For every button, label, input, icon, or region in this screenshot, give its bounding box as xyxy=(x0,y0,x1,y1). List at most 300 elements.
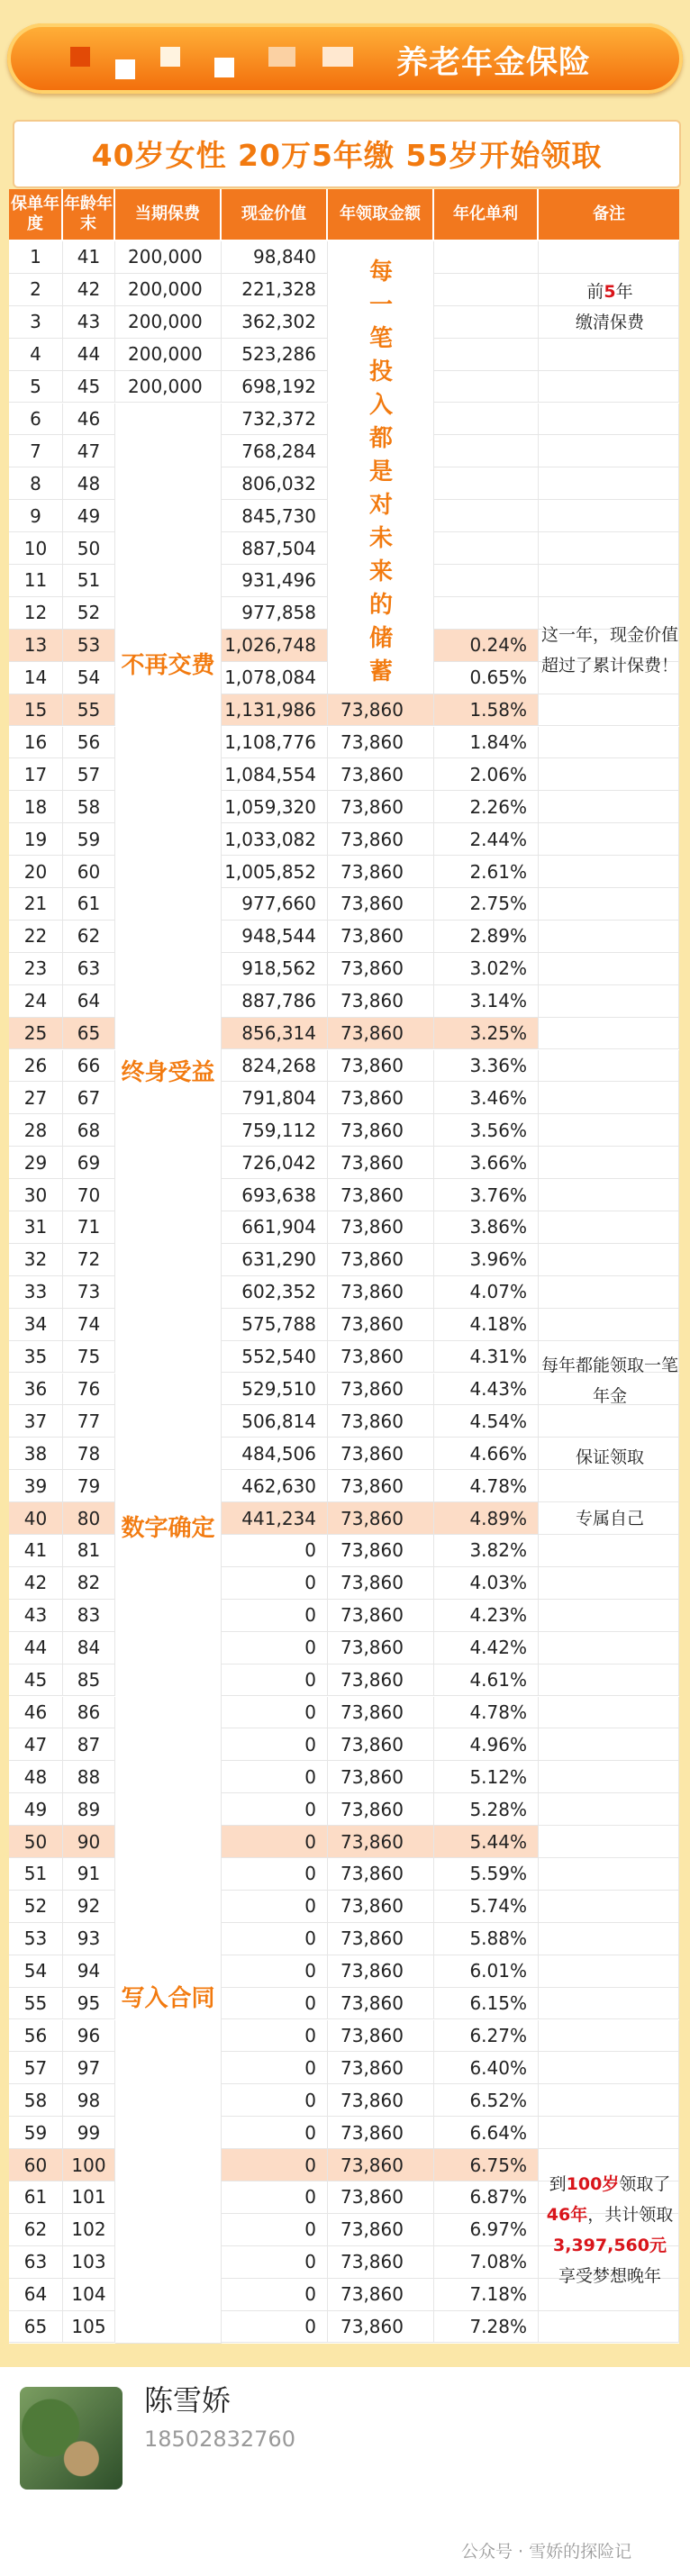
cell-rate: 3.96% xyxy=(434,1244,539,1276)
cell-cash-value: 631,290 xyxy=(222,1244,328,1276)
cell-age: 67 xyxy=(63,1082,115,1114)
cell-rate: 3.46% xyxy=(434,1082,539,1114)
note-year-13: 这一年，现金价值超过了累计保费！ xyxy=(540,625,678,676)
cell-annuity: 73,860 xyxy=(328,1664,434,1697)
cell-rate xyxy=(434,500,539,532)
cell-year: 65 xyxy=(9,2311,63,2344)
cell-year: 59 xyxy=(9,2117,63,2149)
table-row xyxy=(9,1114,679,1147)
cell-annuity: 73,860 xyxy=(328,1761,434,1793)
cell-remark xyxy=(539,1697,679,1729)
cell-rate: 6.97% xyxy=(434,2214,539,2246)
cell-year: 14 xyxy=(9,662,63,694)
cell-rate: 6.87% xyxy=(434,2181,539,2214)
cell-remark xyxy=(539,565,679,597)
cell-age: 77 xyxy=(63,1405,115,1438)
premium-merged-cell xyxy=(115,404,222,2344)
cell-year: 36 xyxy=(9,1374,63,1406)
cell-rate: 4.31% xyxy=(434,1341,539,1374)
cell-year: 28 xyxy=(9,1114,63,1147)
cell-year: 20 xyxy=(9,856,63,888)
cell-age: 91 xyxy=(63,1858,115,1891)
cell-rate: 4.61% xyxy=(434,1664,539,1697)
cell-remark xyxy=(539,2084,679,2117)
cell-remark xyxy=(539,1728,679,1761)
cell-cash-value: 0 xyxy=(222,2020,328,2053)
table-row xyxy=(9,1988,679,2020)
cell-rate: 4.42% xyxy=(434,1632,539,1664)
cell-year: 35 xyxy=(9,1341,63,1374)
cell-year: 43 xyxy=(9,1600,63,1632)
cell-annuity: 73,860 xyxy=(328,1728,434,1761)
cell-rate xyxy=(434,597,539,630)
cell-rate: 4.07% xyxy=(434,1276,539,1309)
cell-cash-value: 0 xyxy=(222,1664,328,1697)
cell-cash-value: 0 xyxy=(222,1955,328,1988)
cell-year: 15 xyxy=(9,694,63,727)
cell-age: 66 xyxy=(63,1050,115,1083)
cell-annuity: 73,860 xyxy=(328,1955,434,1988)
cell-cash-value: 824,268 xyxy=(222,1050,328,1083)
cell-year: 26 xyxy=(9,1050,63,1083)
cell-rate: 6.64% xyxy=(434,2117,539,2149)
cell-cash-value: 732,372 xyxy=(222,404,328,436)
cell-annuity: 73,860 xyxy=(328,1891,434,1923)
cell-year: 34 xyxy=(9,1309,63,1341)
cell-annuity: 73,860 xyxy=(328,1341,434,1374)
cell-year: 32 xyxy=(9,1244,63,1276)
cell-rate xyxy=(434,274,539,306)
cell-age: 95 xyxy=(63,1988,115,2020)
cell-age: 85 xyxy=(63,1664,115,1697)
cell-remark xyxy=(539,1955,679,1988)
cell-remark xyxy=(539,1535,679,1567)
table-row xyxy=(9,1632,679,1664)
cell-annuity: 73,860 xyxy=(328,1276,434,1309)
cell-annuity: 73,860 xyxy=(328,1535,434,1567)
cell-year: 31 xyxy=(9,1211,63,1244)
cell-age: 64 xyxy=(63,985,115,1018)
cell-remark xyxy=(539,823,679,856)
cell-cash-value: 1,131,986 xyxy=(222,694,328,727)
cell-cash-value: 806,032 xyxy=(222,467,328,500)
cell-remark xyxy=(539,371,679,404)
cell-age: 100 xyxy=(63,2149,115,2181)
cell-rate: 3.36% xyxy=(434,1050,539,1083)
cell-cash-value: 0 xyxy=(222,2246,328,2279)
cell-age: 63 xyxy=(63,953,115,985)
cell-cash-value: 791,804 xyxy=(222,1082,328,1114)
cell-rate: 4.66% xyxy=(434,1438,539,1470)
cell-age: 104 xyxy=(63,2279,115,2311)
cell-age: 61 xyxy=(63,888,115,921)
subtitle: 40岁女性 20万5年缴 55岁开始领取 xyxy=(91,138,603,173)
table-row xyxy=(9,1147,679,1179)
cell-cash-value: 845,730 xyxy=(222,500,328,532)
cell-annuity: 73,860 xyxy=(328,1502,434,1535)
header-remark: 备注 xyxy=(539,189,679,240)
table-row xyxy=(9,1567,679,1600)
cell-year: 60 xyxy=(9,2149,63,2181)
cell-year: 48 xyxy=(9,1761,63,1793)
cell-year: 3 xyxy=(9,306,63,339)
cell-cash-value: 506,814 xyxy=(222,1405,328,1438)
cell-remark xyxy=(539,1600,679,1632)
cell-cash-value: 0 xyxy=(222,1728,328,1761)
cell-year: 56 xyxy=(9,2020,63,2053)
cell-annuity: 73,860 xyxy=(328,1309,434,1341)
cell-age: 44 xyxy=(63,339,115,371)
cell-rate: 1.58% xyxy=(434,694,539,727)
cell-annuity: 73,860 xyxy=(328,2084,434,2117)
cell-rate: 5.44% xyxy=(434,1826,539,1858)
header-rate: 年化单利 xyxy=(434,189,539,240)
cell-remark xyxy=(539,1082,679,1114)
cell-rate xyxy=(434,435,539,467)
cell-age: 88 xyxy=(63,1761,115,1793)
cell-annuity: 73,860 xyxy=(328,1179,434,1211)
cell-year: 9 xyxy=(9,500,63,532)
cell-year: 7 xyxy=(9,435,63,467)
cell-rate xyxy=(434,339,539,371)
cell-cash-value: 552,540 xyxy=(222,1341,328,1374)
cell-remark xyxy=(539,758,679,791)
cell-year: 49 xyxy=(9,1793,63,1826)
header-cash-value: 现金价值 xyxy=(222,189,328,240)
header-premium: 当期保费 xyxy=(115,189,222,240)
cell-age: 71 xyxy=(63,1211,115,1244)
side-text-no-more-payment: 不再交费 xyxy=(121,651,215,679)
cell-cash-value: 0 xyxy=(222,2279,328,2311)
cell-year: 13 xyxy=(9,630,63,662)
cell-year: 8 xyxy=(9,467,63,500)
cell-annuity: 73,860 xyxy=(328,1114,434,1147)
cell-rate: 5.88% xyxy=(434,1923,539,1955)
cell-rate: 5.28% xyxy=(434,1793,539,1826)
cell-rate: 3.25% xyxy=(434,1018,539,1050)
table-row xyxy=(9,1826,679,1858)
cell-year: 55 xyxy=(9,1988,63,2020)
cell-rate: 5.74% xyxy=(434,1891,539,1923)
table-row xyxy=(9,1793,679,1826)
table-row xyxy=(9,1600,679,1632)
cell-remark xyxy=(539,985,679,1018)
cell-remark xyxy=(539,404,679,436)
cell-age: 45 xyxy=(63,371,115,404)
blurred-mark-4 xyxy=(214,58,234,77)
note-first-five-years: 前5年 缴清保费 xyxy=(575,282,644,333)
blurred-mark-6 xyxy=(322,47,353,67)
cell-annuity: 73,860 xyxy=(328,1826,434,1858)
cell-cash-value: 698,192 xyxy=(222,371,328,404)
cell-annuity: 73,860 xyxy=(328,1470,434,1502)
cell-year: 45 xyxy=(9,1664,63,1697)
cell-remark xyxy=(539,339,679,371)
cell-rate: 4.43% xyxy=(434,1374,539,1406)
side-text-fixed-numbers: 数字确定 xyxy=(121,1514,215,1542)
subtitle-box xyxy=(13,120,681,188)
cell-cash-value: 98,840 xyxy=(222,241,328,274)
cell-cash-value: 0 xyxy=(222,1600,328,1632)
cell-rate: 3.14% xyxy=(434,985,539,1018)
cell-remark xyxy=(539,1018,679,1050)
cell-cash-value: 0 xyxy=(222,2084,328,2117)
cell-remark xyxy=(539,1632,679,1664)
cell-remark xyxy=(539,1050,679,1083)
cell-cash-value: 977,660 xyxy=(222,888,328,921)
cell-rate xyxy=(434,404,539,436)
cell-annuity: 73,860 xyxy=(328,823,434,856)
cell-rate: 6.01% xyxy=(434,1955,539,1988)
cell-annuity: 73,860 xyxy=(328,2020,434,2053)
cell-remark xyxy=(539,467,679,500)
cell-age: 103 xyxy=(63,2246,115,2279)
cell-cash-value: 0 xyxy=(222,1826,328,1858)
cell-cash-value: 1,084,554 xyxy=(222,758,328,791)
cell-rate xyxy=(434,532,539,565)
cell-age: 78 xyxy=(63,1438,115,1470)
cell-age: 102 xyxy=(63,2214,115,2246)
cell-cash-value: 931,496 xyxy=(222,565,328,597)
cell-remark xyxy=(539,435,679,467)
cell-rate: 3.82% xyxy=(434,1535,539,1567)
cell-rate: 0.24% xyxy=(434,630,539,662)
cell-annuity: 73,860 xyxy=(328,2214,434,2246)
cell-cash-value: 0 xyxy=(222,1761,328,1793)
cell-age: 90 xyxy=(63,1826,115,1858)
cell-age: 46 xyxy=(63,404,115,436)
cell-remark xyxy=(539,888,679,921)
cell-rate: 3.86% xyxy=(434,1211,539,1244)
cell-cash-value: 918,562 xyxy=(222,953,328,985)
note-final: 到100岁领取了 46年，共计领取 3,397,560元 享受梦想晚年 xyxy=(546,2173,674,2286)
cell-age: 73 xyxy=(63,1276,115,1309)
cell-annuity: 73,860 xyxy=(328,1147,434,1179)
cell-year: 18 xyxy=(9,791,63,823)
cell-cash-value: 0 xyxy=(222,2214,328,2246)
table-row xyxy=(9,856,679,888)
table-row xyxy=(9,2020,679,2053)
cell-premium: 200,000 xyxy=(115,306,222,339)
cell-cash-value: 887,504 xyxy=(222,532,328,565)
cell-age: 48 xyxy=(63,467,115,500)
cell-cash-value: 0 xyxy=(222,2052,328,2084)
table-row xyxy=(9,2084,679,2117)
table-row xyxy=(9,1858,679,1891)
table-row xyxy=(9,1728,679,1761)
cell-rate: 3.76% xyxy=(434,1179,539,1211)
cell-year: 37 xyxy=(9,1405,63,1438)
table-header xyxy=(9,189,679,241)
cell-remark xyxy=(539,2117,679,2149)
table-row xyxy=(9,953,679,985)
cell-cash-value: 0 xyxy=(222,1567,328,1600)
cell-rate xyxy=(434,371,539,404)
cell-annuity: 73,860 xyxy=(328,1858,434,1891)
cell-year: 50 xyxy=(9,1826,63,1858)
cell-age: 101 xyxy=(63,2181,115,2214)
cell-remark xyxy=(539,2311,679,2344)
cell-annuity: 73,860 xyxy=(328,1697,434,1729)
table-row xyxy=(9,791,679,823)
table-row xyxy=(9,2052,679,2084)
cell-annuity: 73,860 xyxy=(328,921,434,953)
cell-age: 82 xyxy=(63,1567,115,1600)
cell-year: 1 xyxy=(9,241,63,274)
cell-age: 49 xyxy=(63,500,115,532)
cell-rate: 7.18% xyxy=(434,2279,539,2311)
cell-cash-value: 441,234 xyxy=(222,1502,328,1535)
cell-age: 47 xyxy=(63,435,115,467)
cell-remark xyxy=(539,1147,679,1179)
cell-year: 16 xyxy=(9,727,63,759)
cell-remark xyxy=(539,1761,679,1793)
cell-annuity: 73,860 xyxy=(328,1082,434,1114)
cell-rate: 6.75% xyxy=(434,2149,539,2181)
author-name: 陈雪娇 xyxy=(144,2383,232,2417)
cell-age: 41 xyxy=(63,241,115,274)
cell-rate: 5.59% xyxy=(434,1858,539,1891)
cell-cash-value: 0 xyxy=(222,1923,328,1955)
table-row xyxy=(9,823,679,856)
cell-age: 97 xyxy=(63,2052,115,2084)
cell-age: 81 xyxy=(63,1535,115,1567)
cell-premium: 200,000 xyxy=(115,339,222,371)
cell-cash-value: 693,638 xyxy=(222,1179,328,1211)
cell-age: 86 xyxy=(63,1697,115,1729)
cell-annuity: 73,860 xyxy=(328,1793,434,1826)
cell-remark xyxy=(539,1309,679,1341)
cell-cash-value: 1,078,084 xyxy=(222,662,328,694)
cell-rate: 2.06% xyxy=(434,758,539,791)
side-text-in-contract: 写入合同 xyxy=(121,1984,215,2012)
cell-rate: 4.89% xyxy=(434,1502,539,1535)
cell-cash-value: 661,904 xyxy=(222,1211,328,1244)
cell-age: 69 xyxy=(63,1147,115,1179)
cell-age: 43 xyxy=(63,306,115,339)
cell-age: 58 xyxy=(63,791,115,823)
cell-remark xyxy=(539,500,679,532)
cell-rate: 0.65% xyxy=(434,662,539,694)
cell-rate: 2.89% xyxy=(434,921,539,953)
cell-year: 2 xyxy=(9,274,63,306)
cell-year: 29 xyxy=(9,1147,63,1179)
cell-cash-value: 0 xyxy=(222,2311,328,2344)
cell-year: 10 xyxy=(9,532,63,565)
cell-age: 52 xyxy=(63,597,115,630)
cell-year: 58 xyxy=(9,2084,63,2117)
cell-remark xyxy=(539,953,679,985)
page-title: 养老年金保险 xyxy=(396,45,592,81)
cell-remark xyxy=(539,1793,679,1826)
table-row xyxy=(9,2117,679,2149)
header-policy-year: 保单年度 xyxy=(9,189,63,240)
cell-rate: 4.18% xyxy=(434,1309,539,1341)
cell-cash-value: 759,112 xyxy=(222,1114,328,1147)
avatar xyxy=(20,2387,123,2490)
table-row xyxy=(9,1050,679,1083)
table-row xyxy=(9,1697,679,1729)
cell-annuity: 73,860 xyxy=(328,1018,434,1050)
cell-year: 30 xyxy=(9,1179,63,1211)
table-row xyxy=(9,1664,679,1697)
cell-cash-value: 1,026,748 xyxy=(222,630,328,662)
cell-remark xyxy=(539,1114,679,1147)
cell-year: 54 xyxy=(9,1955,63,1988)
cell-annuity: 73,860 xyxy=(328,2052,434,2084)
cell-age: 70 xyxy=(63,1179,115,1211)
cell-rate: 6.40% xyxy=(434,2052,539,2084)
table-row xyxy=(9,1309,679,1341)
note-annual: 每年都能领取一笔年金 保证领取 专属自己 xyxy=(540,1356,678,1529)
cell-age: 55 xyxy=(63,694,115,727)
cell-age: 98 xyxy=(63,2084,115,2117)
cell-rate: 4.03% xyxy=(434,1567,539,1600)
cell-cash-value: 602,352 xyxy=(222,1276,328,1309)
cell-year: 4 xyxy=(9,339,63,371)
table-row xyxy=(9,727,679,759)
cell-cash-value: 0 xyxy=(222,1891,328,1923)
cell-cash-value: 484,506 xyxy=(222,1438,328,1470)
cell-rate: 1.84% xyxy=(434,727,539,759)
cell-remark xyxy=(539,921,679,953)
cell-cash-value: 529,510 xyxy=(222,1374,328,1406)
cell-rate xyxy=(434,241,539,274)
cell-annuity: 73,860 xyxy=(328,758,434,791)
cell-age: 53 xyxy=(63,630,115,662)
annuity-merged-cell xyxy=(328,241,434,694)
title-banner xyxy=(7,23,683,94)
table-row xyxy=(9,758,679,791)
cell-cash-value: 0 xyxy=(222,1535,328,1567)
cell-cash-value: 1,005,852 xyxy=(222,856,328,888)
cell-rate: 2.26% xyxy=(434,791,539,823)
cell-age: 68 xyxy=(63,1114,115,1147)
cell-rate: 4.54% xyxy=(434,1405,539,1438)
blurred-mark-1 xyxy=(70,47,90,67)
cell-year: 53 xyxy=(9,1923,63,1955)
cell-age: 99 xyxy=(63,2117,115,2149)
cell-remark xyxy=(539,1211,679,1244)
cell-remark xyxy=(539,1826,679,1858)
cell-year: 57 xyxy=(9,2052,63,2084)
cell-age: 92 xyxy=(63,1891,115,1923)
table-row xyxy=(9,1923,679,1955)
blurred-mark-3 xyxy=(160,47,180,67)
cell-annuity: 73,860 xyxy=(328,1211,434,1244)
table-row xyxy=(9,985,679,1018)
cell-rate: 2.44% xyxy=(434,823,539,856)
cell-rate: 6.52% xyxy=(434,2084,539,2117)
cell-year: 33 xyxy=(9,1276,63,1309)
cell-rate xyxy=(434,467,539,500)
cell-year: 11 xyxy=(9,565,63,597)
header-age: 年龄年末 xyxy=(63,189,115,240)
cell-remark xyxy=(539,1988,679,2020)
cell-remark xyxy=(539,1276,679,1309)
cell-rate: 6.15% xyxy=(434,1988,539,2020)
cell-annuity: 73,860 xyxy=(328,1988,434,2020)
cell-year: 47 xyxy=(9,1728,63,1761)
cell-cash-value: 362,302 xyxy=(222,306,328,339)
table-row xyxy=(9,1179,679,1211)
cell-age: 93 xyxy=(63,1923,115,1955)
cell-remark xyxy=(539,1244,679,1276)
cell-annuity: 73,860 xyxy=(328,1405,434,1438)
cell-year: 27 xyxy=(9,1082,63,1114)
cell-age: 51 xyxy=(63,565,115,597)
cell-annuity: 73,860 xyxy=(328,856,434,888)
